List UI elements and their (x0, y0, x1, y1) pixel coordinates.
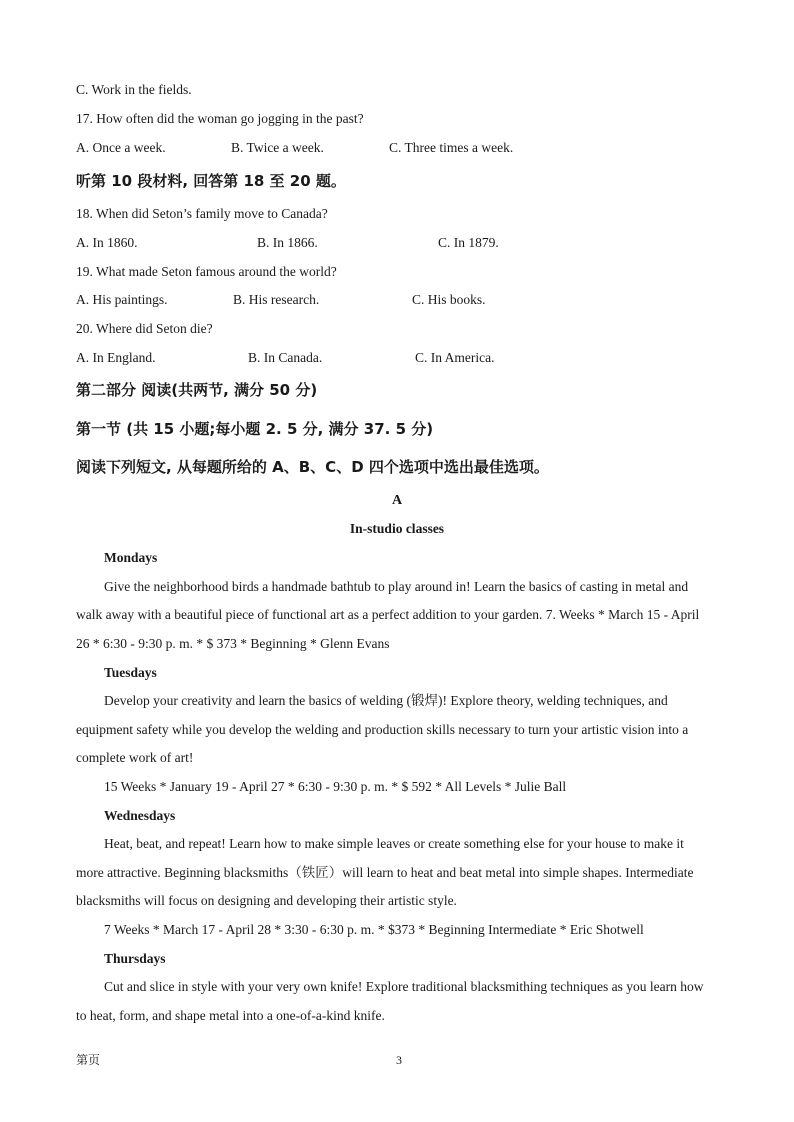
q17-option-c: C. Three times a week. (389, 140, 514, 155)
heading-tuesdays: Tuesdays (104, 665, 157, 680)
q20-option-b: B. In Canada. (248, 350, 323, 365)
wednesdays-text-3: blacksmiths will focus on designing and developing their artistic style. (76, 893, 457, 908)
part-2-heading: 第二部分 阅读(共两节, 满分 50 分) (76, 381, 318, 399)
question-20: 20. Where did Seton die? (76, 321, 213, 336)
q17-option-b: B. Twice a week. (231, 140, 324, 155)
q17-option-a: A. Once a week. (76, 140, 166, 155)
q20-option-c: C. In America. (415, 350, 495, 365)
wednesdays-text-2: more attractive. Beginning blacksmiths（铁匠）will learn to heat and beat metal into simple shapes. Intermediate (76, 865, 694, 880)
passage-letter: A (391, 493, 403, 508)
heading-thursdays: Thursdays (104, 951, 166, 966)
tuesdays-text-2: equipment safety while you develop the welding and production skills necessary to turn your artistic vision into a (76, 722, 689, 737)
thursdays-text-2: to heat, form, and shape metal into a one-of-a-kind knife. (76, 1008, 385, 1023)
tuesdays-text-3: complete work of art! (76, 750, 194, 765)
footer-label: 第页 (76, 1053, 101, 1067)
q19-option-c: C. His books. (412, 292, 486, 307)
wednesdays-details: 7 Weeks * March 17 - April 28 * 3:30 - 6:30 p. m. * $373 * Beginning Intermediate * Eric Shotwell (104, 922, 644, 937)
mondays-text-2: walk away with a beautiful piece of functional art as a perfect addition to your garden. 7. Weeks * March 15 - April (76, 607, 700, 622)
page-number: 3 (396, 1053, 402, 1067)
question-18: 18. When did Seton’s family move to Canada? (76, 206, 328, 221)
section-10-heading: 听第 10 段材料, 回答第 18 至 20 题。 (76, 172, 346, 190)
wednesdays-text-1: Heat, beat, and repeat! Learn how to make simple leaves or create something else for your house to make it (104, 836, 684, 851)
tuesdays-details: 15 Weeks * January 19 - April 27 * 6:30 - 9:30 p. m. * $ 592 * All Levels * Julie Ball (104, 779, 567, 794)
q19-option-b: B. His research. (233, 292, 320, 307)
tuesdays-text-1: Develop your creativity and learn the basics of welding (锻焊)! Explore theory, welding techniques, and (104, 693, 668, 708)
question-17: 17. How often did the woman go jogging in the past? (76, 111, 364, 126)
passage-title: In-studio classes (349, 521, 445, 536)
question-19: 19. What made Seton famous around the world? (76, 264, 337, 279)
q18-option-b: B. In 1866. (257, 235, 318, 250)
reading-instructions: 阅读下列短文, 从每题所给的 A、B、C、D 四个选项中选出最佳选项。 (76, 458, 549, 476)
q18-option-c: C. In 1879. (438, 235, 499, 250)
q16-option-c: C. Work in the fields. (76, 82, 192, 97)
mondays-text-1: Give the neighborhood birds a handmade bathtub to play around in! Learn the basics of casting in metal and (104, 579, 689, 594)
thursdays-text-1: Cut and slice in style with your very own knife! Explore traditional blacksmithing techniques as you learn how (104, 979, 704, 994)
q20-option-a: A. In England. (76, 350, 156, 365)
section-1-heading: 第一节 (共 15 小题;每小题 2. 5 分, 满分 37. 5 分) (76, 420, 434, 438)
q19-option-a: A. His paintings. (76, 292, 168, 307)
heading-mondays: Mondays (104, 550, 158, 565)
heading-wednesdays: Wednesdays (104, 808, 176, 823)
q18-option-a: A. In 1860. (76, 235, 138, 250)
mondays-text-3: 26 * 6:30 - 9:30 p. m. * $ 373 * Beginning * Glenn Evans (76, 636, 390, 651)
